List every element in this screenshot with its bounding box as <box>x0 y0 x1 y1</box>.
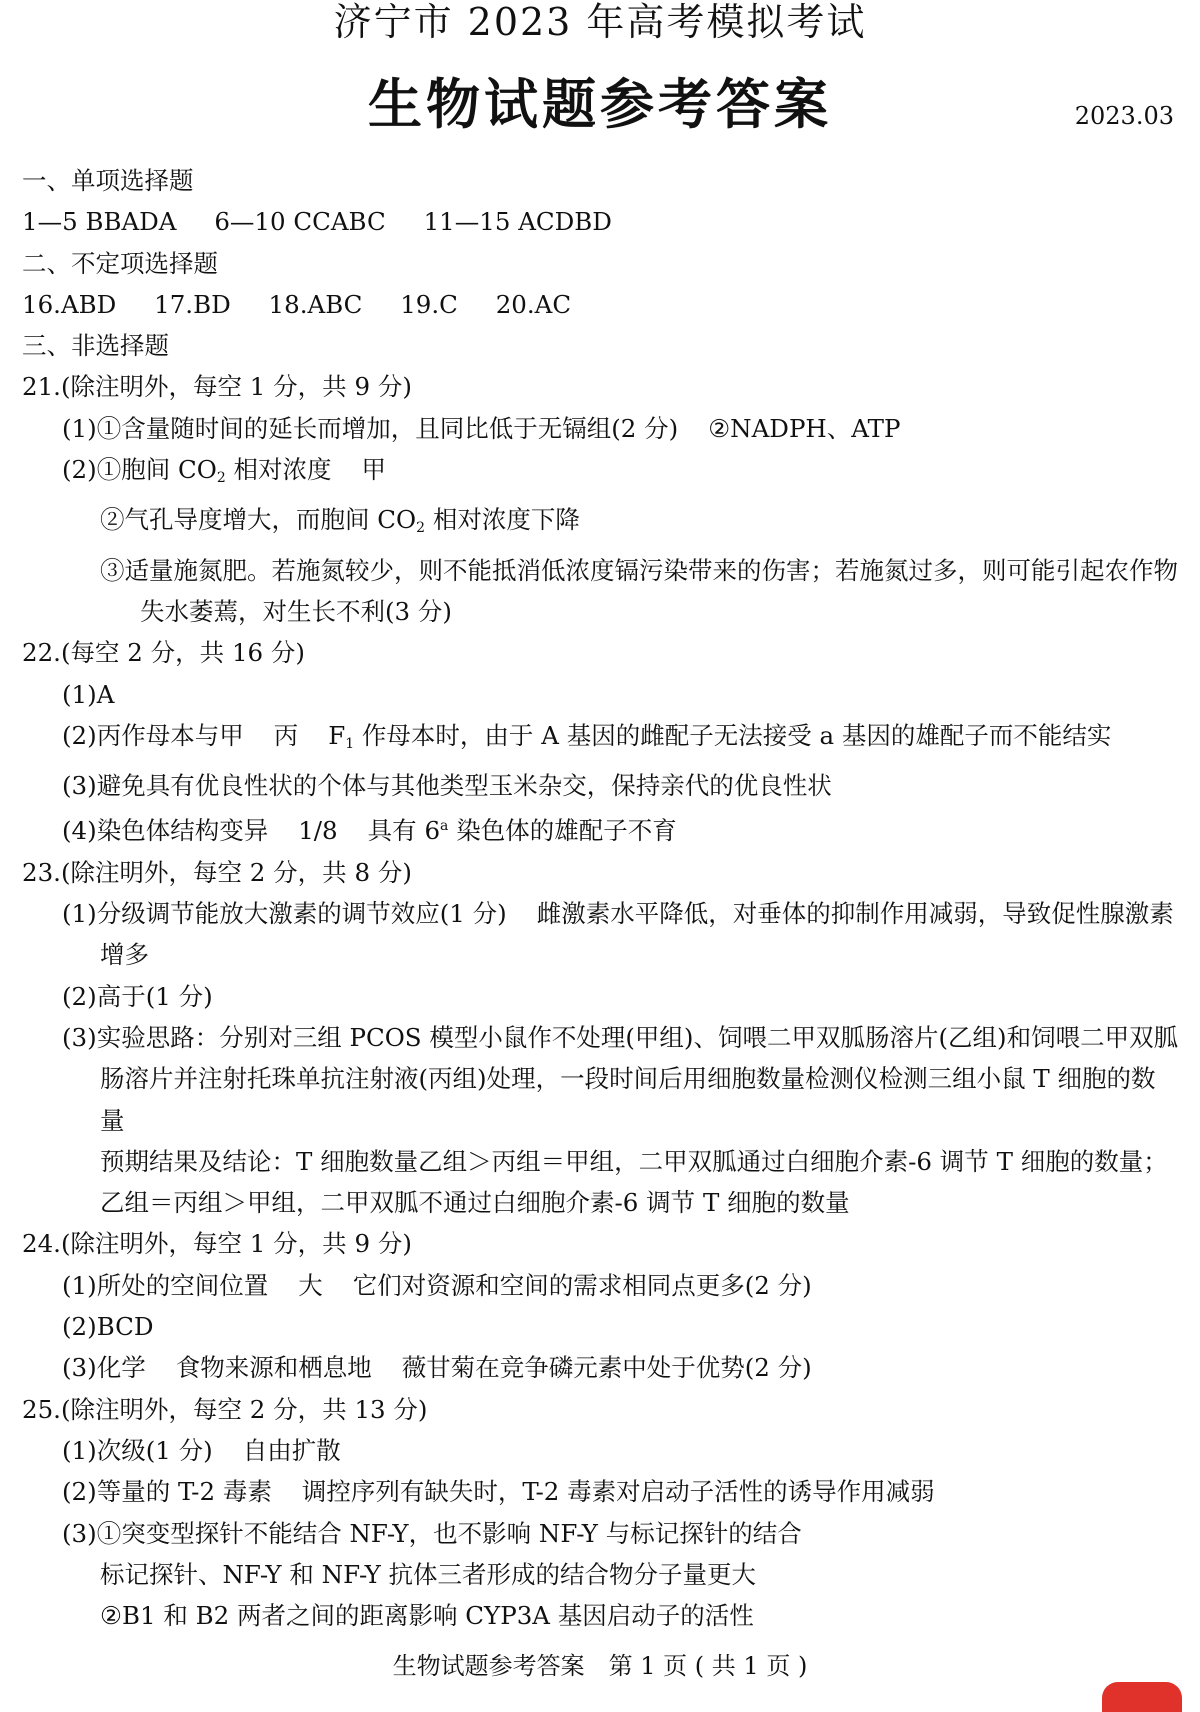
answer-group: 19.C <box>400 289 458 319</box>
answer-group: 17.BD <box>154 289 231 319</box>
answer-group: 16.ABD <box>22 289 117 319</box>
answer-line: (1)所处的空间位置 大 它们对资源和空间的需求相同点更多(2 分) <box>62 1270 812 1300</box>
exam-title: 济宁市 2023 年高考模拟考试 <box>333 0 867 44</box>
answer-line: ③适量施氮肥。若施氮较少，则不能抵消低浓度镉污染带来的伤害；若施氮过多，则可能引起农作物失水萎蔫，对生长不利(3 分) <box>100 555 1178 626</box>
answer-line: (1)A <box>62 679 115 709</box>
question-heading: 23.(除注明外，每空 2 分，共 8 分) <box>22 857 412 887</box>
answer-group: 6—10 CCABC <box>214 207 386 237</box>
answer-line <box>22 284 1180 325</box>
answer-group: 20.AC <box>495 289 572 319</box>
answer-line: (2)①胞间 $CO_2$ 相对浓度 甲 <box>62 455 387 487</box>
page-footer: 生物试题参考答案 第 1 页 ( 共 1 页 ) <box>392 1652 808 1680</box>
answer-body <box>22 160 1180 1636</box>
answer-line: 标记探针、NF-Y 和 NF-Y 抗体三者形成的结合物分子量更大 <box>100 1559 757 1589</box>
answer-line: (3)化学 食物来源和栖息地 薇甘菊在竞争磷元素中处于优势(2 分) <box>62 1353 812 1383</box>
answer-group: 1—5 BBADA <box>22 207 177 237</box>
question-heading: 22.(每空 2 分，共 16 分) <box>22 638 305 668</box>
section-heading: 二、不定项选择题 <box>22 248 218 278</box>
answer-line: ②气孔导度增大，而胞间 $CO_2$ 相对浓度下降 <box>100 505 580 537</box>
answer-line: (1)次级(1 分) 自由扩散 <box>62 1435 341 1465</box>
answer-line: 预期结果及结论：T 细胞数量乙组＞丙组＝甲组，二甲双胍通过白细胞介素-6 调节 T 细胞的数量；乙组＝丙组＞甲组，二甲双胍不通过白细胞介素-6 调节 T 细胞的数量 <box>100 1146 1168 1218</box>
answer-line: ②B1 和 B2 两者之间的距离影响 CYP3A 基因启动子的活性 <box>100 1601 754 1631</box>
question-heading: 21.(除注明外，每空 1 分，共 9 分) <box>22 372 412 402</box>
answer-line: (2)高于(1 分) <box>62 981 213 1011</box>
question-heading: 25.(除注明外，每空 2 分，共 13 分) <box>22 1394 428 1424</box>
answer-line: (3)实验思路：分别对三组 PCOS 模型小鼠作不处理(甲组)、饲喂二甲双胍肠溶片(乙组)和饲喂二甲双胍肠溶片并注射托珠单抗注射液(丙组)处理，一段时间后用细胞数量检测仪检测三组小鼠 T 细胞的数量 <box>62 1022 1179 1135</box>
answer-line: (2)丙作母本与甲 丙 $F_1$ 作母本时，由于 A 基因的雌配子无法接受 a 基因的雄配子而不能结实 <box>62 720 1112 752</box>
answer-line: (3)避免具有优良性状的个体与其他类型玉米杂交，保持亲代的优良性状 <box>62 771 832 801</box>
question-heading: 24.(除注明外，每空 1 分，共 9 分) <box>22 1229 412 1259</box>
answer-group: 18.ABC <box>268 289 363 319</box>
section-heading: 三、非选择题 <box>22 331 169 361</box>
answer-line: (1)①含量随时间的延长而增加，且同比低于无镉组(2 分) ②NADPH、ATP <box>62 413 901 443</box>
document-date: 2023.03 <box>1074 102 1174 130</box>
answer-line: (1)分级调节能放大激素的调节效应(1 分) 雌激素水平降低，对垂体的抑制作用减弱，导致促性腺激素增多 <box>62 899 1174 970</box>
answer-line: (4)染色体结构变异 1/8 具有 6$^a$ 染色体的雄配子不育 <box>62 816 677 846</box>
document-title: 生物试题参考答案 <box>368 72 832 136</box>
red-stamp-mark <box>1102 1682 1182 1712</box>
answer-group: 11—15 ACDBD <box>423 207 612 237</box>
answer-line <box>22 201 1180 242</box>
answer-line: (2)等量的 T-2 毒素 调控序列有缺失时，T-2 毒素对启动子活性的诱导作用减弱 <box>62 1477 935 1507</box>
answer-line: (2)BCD <box>62 1312 154 1342</box>
answer-line: (3)①突变型探针不能结合 NF-Y，也不影响 NF-Y 与标记探针的结合 <box>62 1518 802 1548</box>
section-heading: 一、单项选择题 <box>22 166 194 195</box>
